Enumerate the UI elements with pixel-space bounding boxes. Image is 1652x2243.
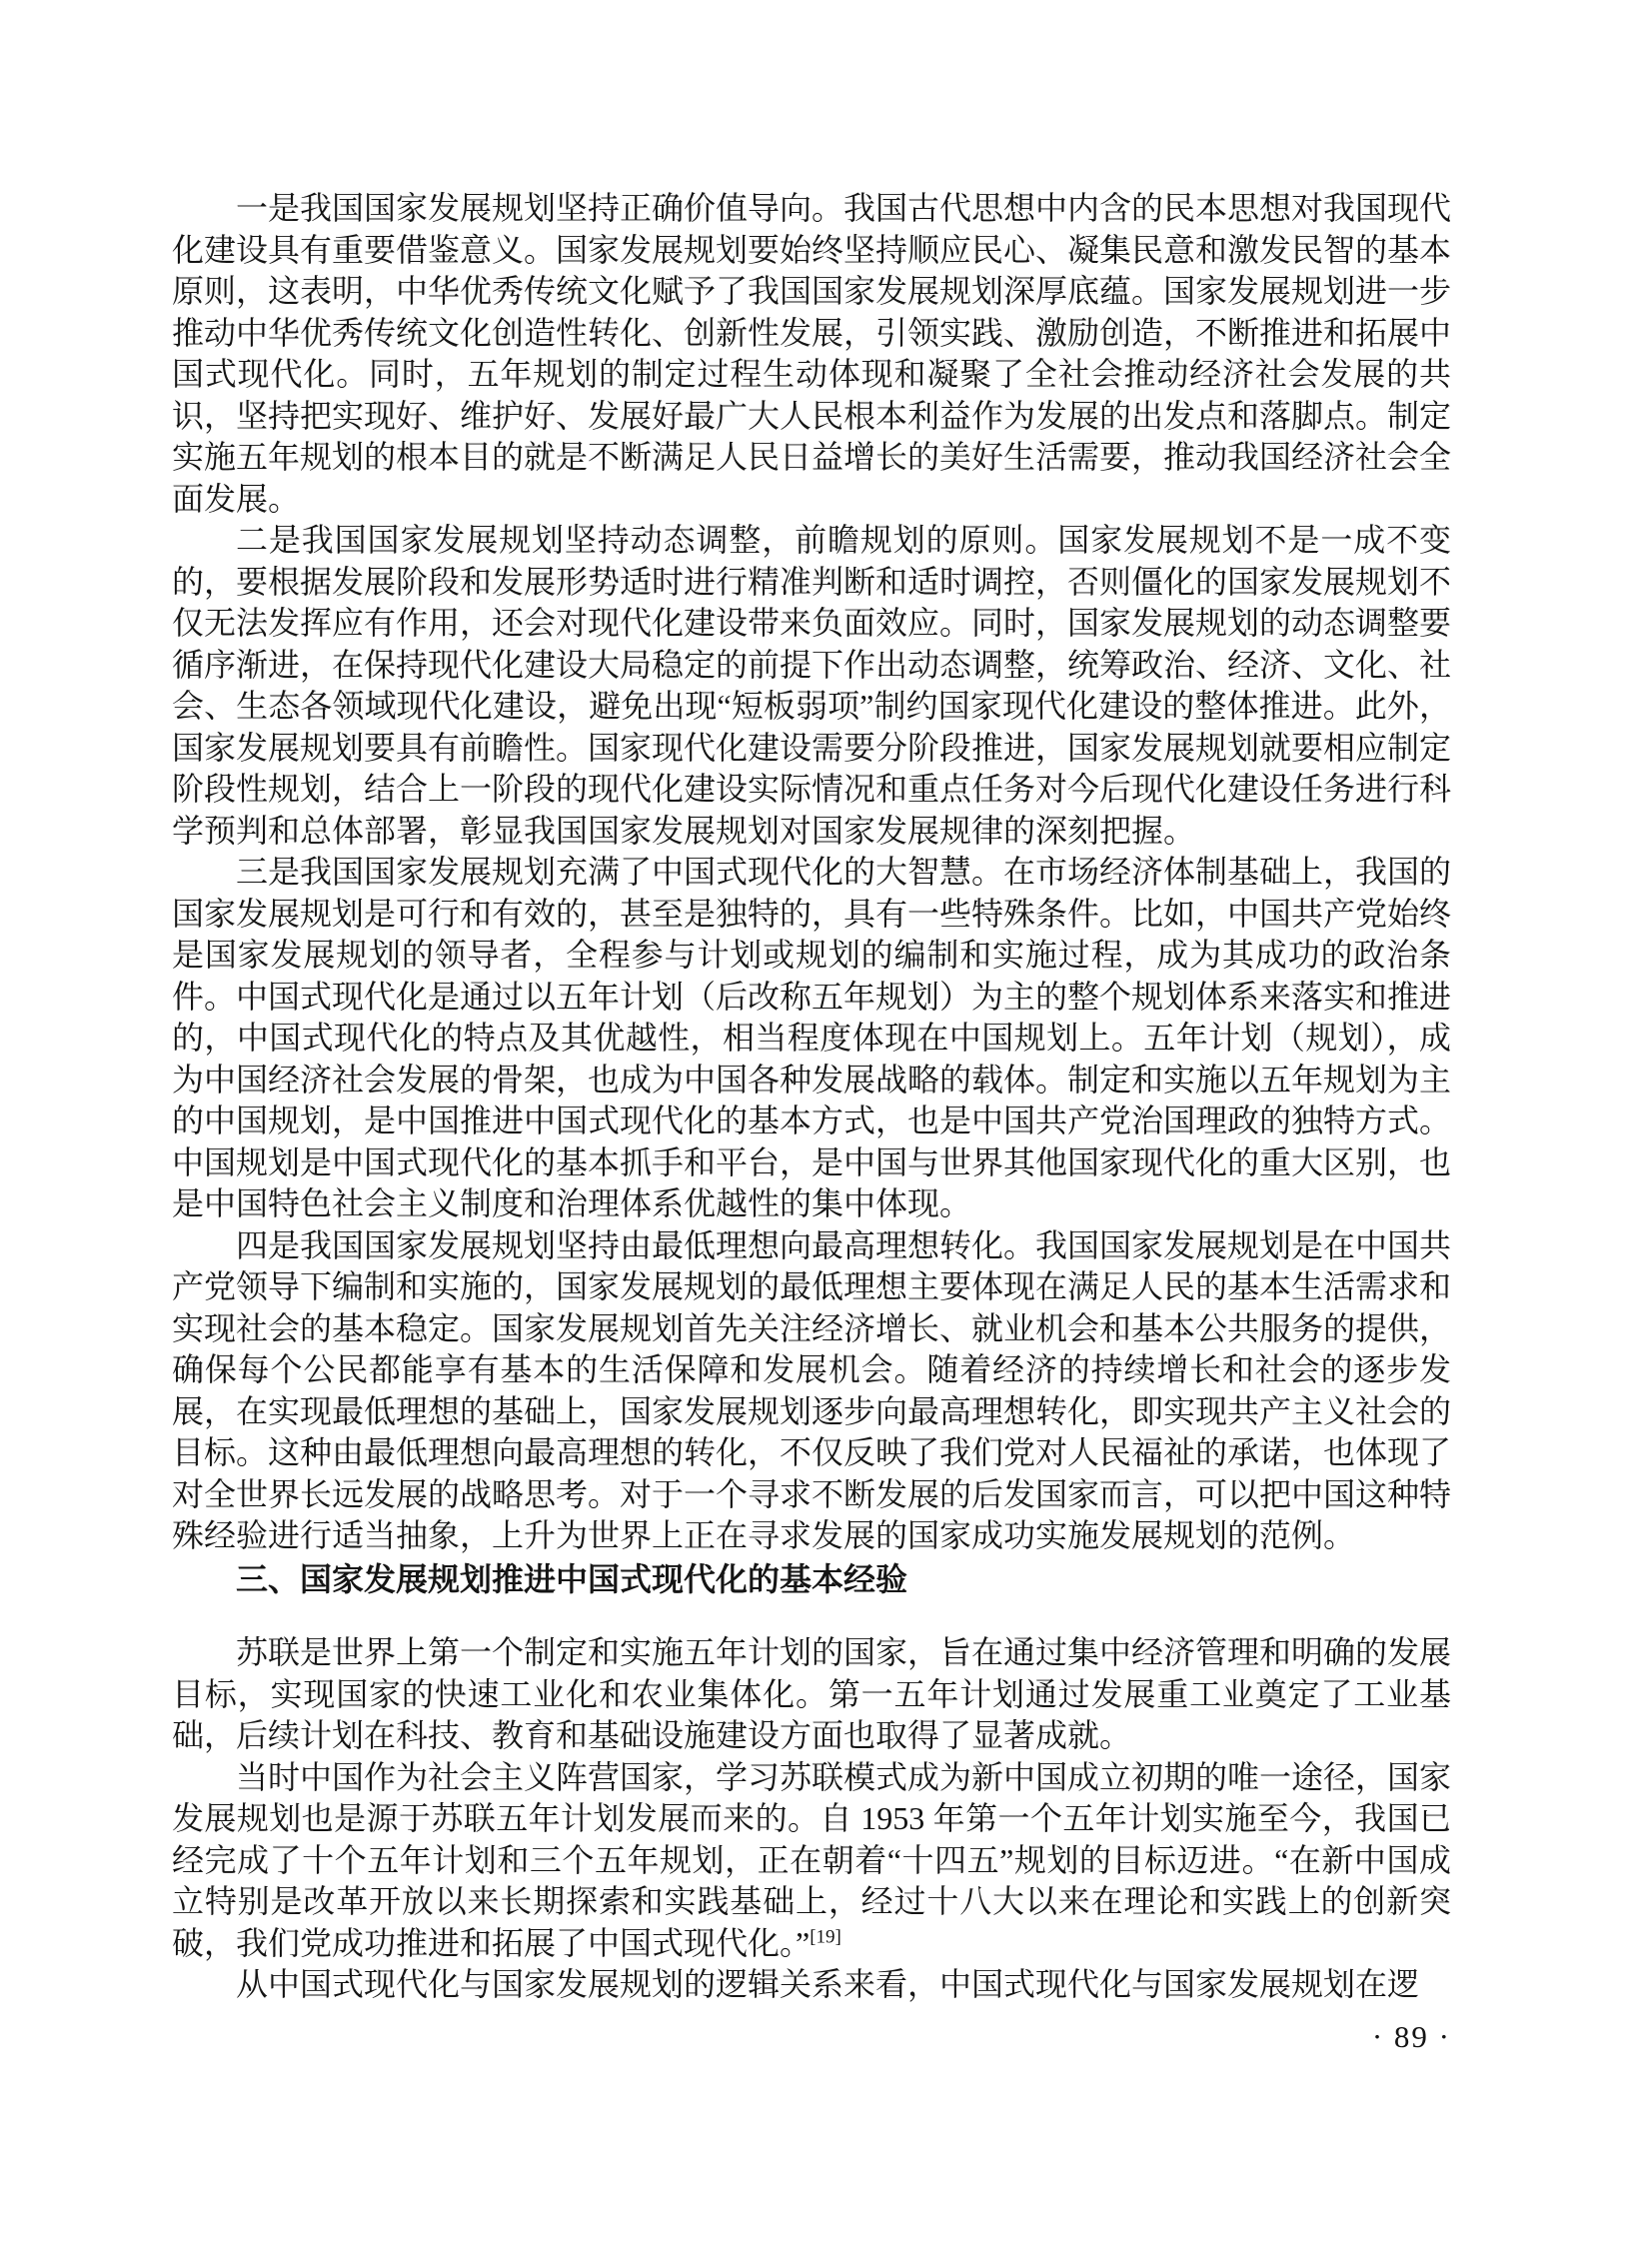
paragraph-soviet-plans: 苏联是世界上第一个制定和实施五年计划的国家，旨在通过集中经济管理和明确的发展目标，实现国家的快速工业化和农业集体化。第一五年计划通过发展重工业奠定了工业基础，后续计划在科技、教育和基础设施建设方面也取得了显著成就。: [172, 1634, 1452, 1753]
paragraph-china-plans: [172, 1757, 1451, 1965]
paragraph-china-plans-text: 当时中国作为社会主义阵营国家，学习苏联模式成为新中国成立初期的唯一途径，国家发展规划也是源于苏联五年计划发展而来的。自 1953 年第一个五年计划实施至今，我国已经完成了十个五年计划和三个五年规划，正在朝着“十四五”规划的目标迈进。“在新中国成立特别是改革开放以来长期探索和实践基础上，经过十八大以来在理论和实践上的创新突破，我们党成功推进和拓展了中国式现代化。”: [172, 1758, 1452, 1961]
paragraph-logic-relation: 从中国式现代化与国家发展规划的逻辑关系来看，中国式现代化与国家发展规划在逻: [236, 1966, 1420, 2002]
paragraph-point-one: 一是我国国家发展规划坚持正确价值导向。我国古代思想中内含的民本思想对我国现代化建设具有重要借鉴意义。国家发展规划要始终坚持顺应民心、凝集民意和激发民智的基本原则，这表明，中华优秀传统文化赋予了我国国家发展规划深厚底蕴。国家发展规划进一步推动中华优秀传统文化创造性转化、创新性发展，引领实践、激励创造，不断推进和拓展中国式现代化。同时，五年规划的制定过程生动体现和凝聚了全社会推动经济社会发展的共识，坚持把实现好、维护好、发展好最广大人民根本利益作为发展的出发点和落脚点。制定实施五年规划的根本目的就是不断满足人民日益增长的美好生活需要，推动我国经济社会全面发展。: [172, 190, 1452, 517]
text-block: [172, 188, 1451, 2057]
paragraph-point-two: 二是我国国家发展规划坚持动态调整，前瞻规划的原则。国家发展规划不是一成不变的，要根据发展阶段和发展形势适时进行精准判断和适时调控，否则僵化的国家发展规划不仅无法发挥应有作用，还会对现代化建设带来负面效应。同时，国家发展规划的动态调整要循序渐进，在保持现代化建设大局稳定的前提下作出动态调整，统筹政治、经济、文化、社会、生态各领域现代化建设，避免出现“短板弱项”制约国家现代化建设的整体推进。此外，国家发展规划要具有前瞻性。国家现代化建设需要分阶段推进，国家发展规划就要相应制定阶段性规划，结合上一阶段的现代化建设实际情况和重点任务对今后现代化建设任务进行科学预判和总体部署，彰显我国国家发展规划对国家发展规律的深刻把握。: [172, 522, 1452, 849]
paragraph-point-four: 四是我国国家发展规划坚持由最低理想向最高理想转化。我国国家发展规划是在中国共产党领导下编制和实施的，国家发展规划的最低理想主要体现在满足人民的基本生活需求和实现社会的基本稳定。国家发展规划首先关注经济增长、就业机会和基本公共服务的提供，确保每个公民都能享有基本的生活保障和发展机会。随着经济的持续增长和社会的逐步发展，在实现最低理想的基础上，国家发展规划逐步向最高理想转化，即实现共产主义社会的目标。这种由最低理想向最高理想的转化，不仅反映了我们党对人民福祉的承诺，也体现了对全世界长远发展的战略思考。对于一个寻求不断发展的后发国家而言，可以把中国这种特殊经验进行适当抽象，上升为世界上正在寻求发展的国家成功实施发展规划的范例。: [172, 1226, 1452, 1553]
page-number: · 89 ·: [1371, 2018, 1451, 2054]
section-heading: 三、国家发展规划推进中国式现代化的基本经验: [236, 1560, 908, 1597]
footnote-reference-19: [19]: [810, 1925, 841, 1947]
paragraph-point-three: 三是我国国家发展规划充满了中国式现代化的大智慧。在市场经济体制基础上，我国的国家发展规划是可行和有效的，甚至是独特的，具有一些特殊条件。比如，中国共产党始终是国家发展规划的领导者，全程参与计划或规划的编制和实施过程，成为其成功的政治条件。中国式现代化是通过以五年计划（后改称五年规划）为主的整个规划体系来落实和推进的，中国式现代化的特点及其优越性，相当程度体现在中国规划上。五年计划（规划），成为中国经济社会发展的骨架，也成为中国各种发展战略的载体。制定和实施以五年规划为主的中国规划，是中国推进中国式现代化的基本方式，也是中国共产党治国理政的独特方式。中国规划是中国式现代化的基本抓手和平台，是中国与世界其他国家现代化的重大区别，也是中国特色社会主义制度和治理体系优越性的集中体现。: [172, 854, 1452, 1221]
